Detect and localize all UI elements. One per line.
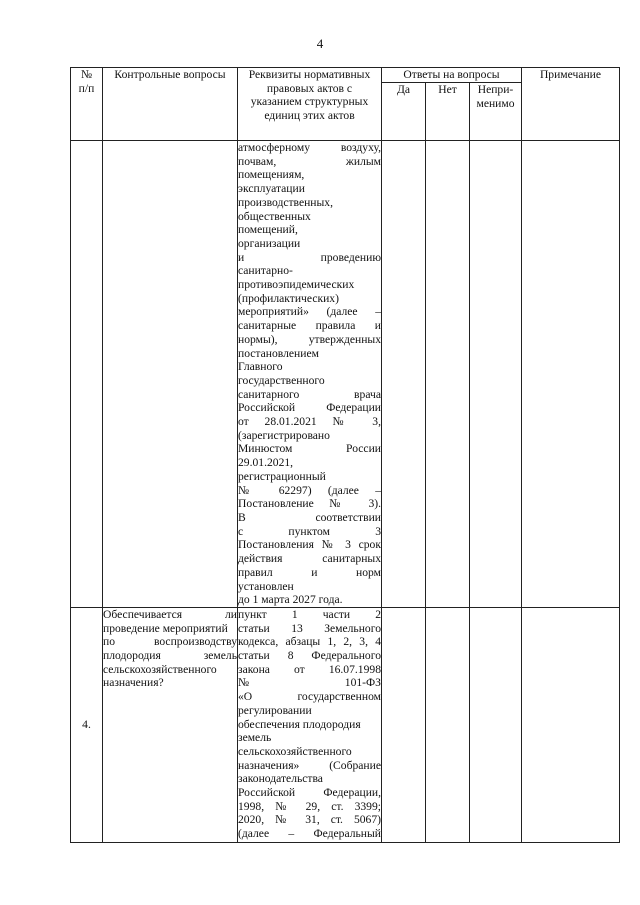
row-refs: атмосферному воздуху, почвам, жилым помещениям, эксплуатации производственных, общественных помещений, организации и проведению санитарно- противоэпидемических (профилактических) мероприятий» (далее – санитарные правила и нормы), утвержденных постановлением Главного государственного санитарного врача Российской Федерации от 28.01.2021 № 3, (зарегистрировано Минюстом России 29.01.2021, регистрационный № 62297) (далее – Постановление № 3). В соответствии с пунктом 3 Постановления № 3 срок действия санитарных правил и норм установлен до 1 марта 2027 года. xyxy=(238,141,381,607)
checklist-table xyxy=(70,67,620,843)
row-number: 4. xyxy=(71,607,103,842)
header-row-1 xyxy=(71,68,620,83)
header-refs: Реквизиты нормативных правовых актов с указанием структурных единиц этих актов xyxy=(238,68,382,141)
row-answer-na xyxy=(470,141,522,608)
row-answer-yes xyxy=(382,607,426,842)
row-question: Обеспечивается ли проведение мероприятий по воспроизводству плодородия земель сельскохозяйственного назначения? xyxy=(103,607,238,842)
row-answer-yes xyxy=(382,141,426,608)
row-answer-no xyxy=(426,141,470,608)
table-row xyxy=(71,141,620,608)
row-note xyxy=(522,607,620,842)
row-answer-na xyxy=(470,607,522,842)
header-num: № п/п xyxy=(71,68,103,141)
row-refs: пункт 1 части 2 статьи 13 Земельного кодекса, абзацы 1, 2, 3, 4 статьи 8 Федерального закона от 16.07.1998 № 101-ФЗ «О государственном регулировании обеспечения плодородия земель сельскохозяйственного назначения» (Собрание законодательства Российской Федерации, 1998, № 29, ст. 3399; 2020, № 31, ст. 5067) (далее – Федеральный xyxy=(238,607,382,842)
header-answers: Ответы на вопросы xyxy=(382,68,522,83)
page-number: 4 xyxy=(316,36,324,51)
header-question: Контрольные вопросы xyxy=(103,68,238,141)
row-note xyxy=(522,141,620,608)
header-note: Примечание xyxy=(522,68,620,141)
row-number xyxy=(71,141,103,608)
row-answer-no xyxy=(426,607,470,842)
table-row xyxy=(71,607,620,842)
row-question xyxy=(103,141,238,608)
header-na: Непри- менимо xyxy=(470,83,522,141)
header-no: Нет xyxy=(426,83,470,141)
header-yes: Да xyxy=(382,83,426,141)
